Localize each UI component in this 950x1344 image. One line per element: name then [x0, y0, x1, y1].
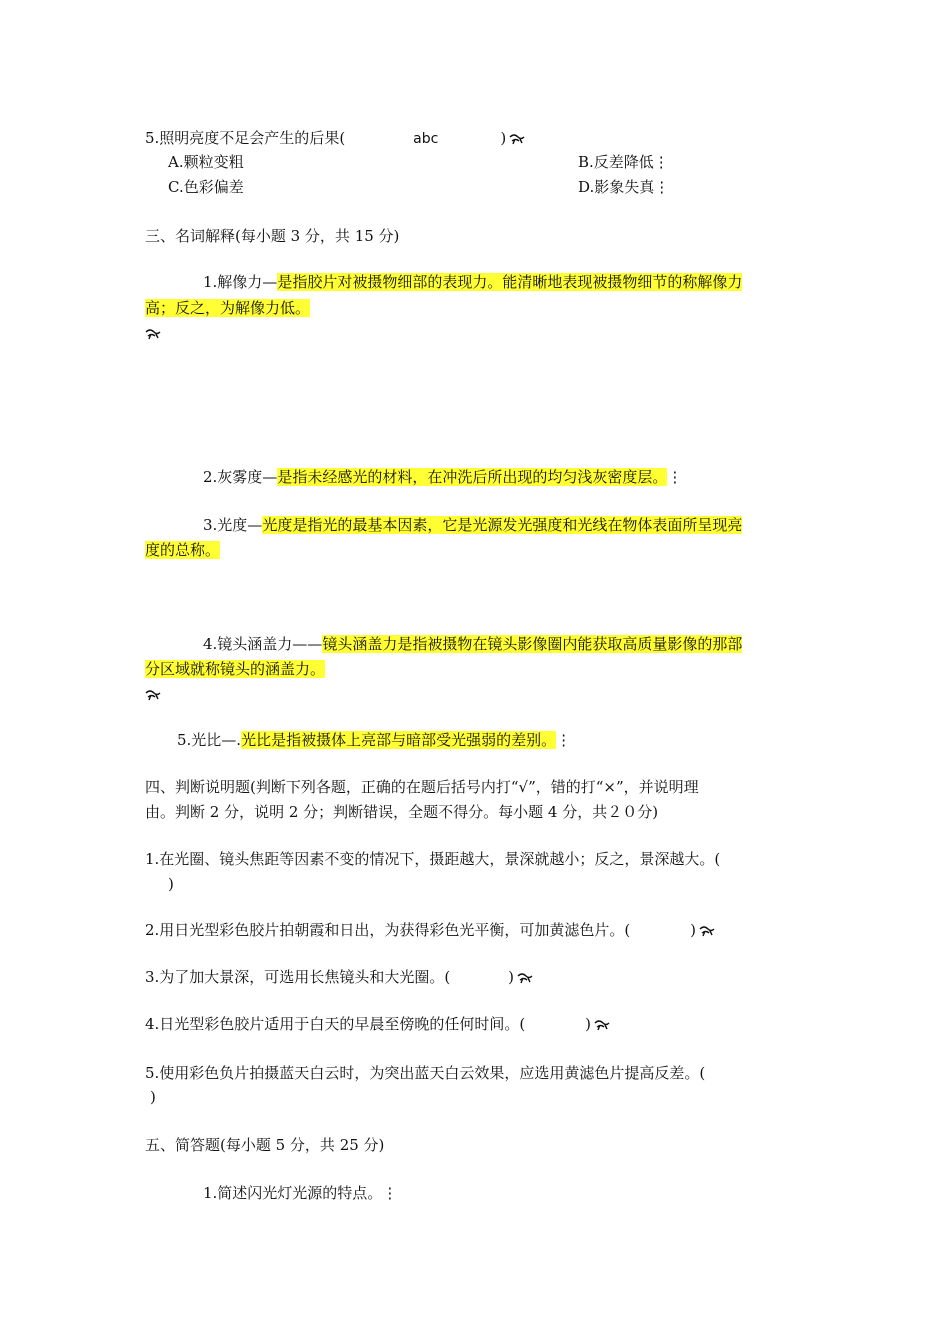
option-a: A.颗粒变粗 — [168, 153, 244, 171]
option-marker-icon: ⋮ — [653, 153, 669, 171]
section-4-title-line-1: 四、判断说明题(判断下列各题，正确的在题后括号内打“√”，错的打“×”，并说明理 — [145, 778, 699, 796]
judge-3: 3.为了加大景深，可选用长焦镜头和大光圈。( ) — [145, 965, 533, 989]
option-marker-icon: ⋮ — [654, 178, 670, 196]
paragraph-mark-icon — [145, 689, 161, 701]
section-4-title-line-2: 由。判断 2 分，说明 2 分；判断错误，全题不得分。每小题 4 分，共２０分) — [145, 803, 659, 821]
short-answer-1: 1.简述闪光灯光源的特点。⋮ — [203, 1184, 398, 1202]
paragraph-mark-icon — [594, 1019, 610, 1031]
question-5 — [145, 126, 525, 151]
definition-1-line-2: 高；反之，为解像力低。 — [145, 299, 311, 317]
option-d: D.影象失真⋮ — [578, 178, 670, 196]
judge-5-line-1: 5.使用彩色负片拍摄蓝天白云时，为突出蓝天白云效果，应选用黄滤色片提高反差。( — [145, 1064, 706, 1082]
definition-3-line-2: 度的总称。 — [145, 541, 221, 559]
paragraph-mark-icon — [699, 925, 715, 937]
definition-5: 5.光比—.光比是指被摄体上亮部与暗部受光强弱的差别。⋮ — [177, 731, 572, 749]
judge-1-line-2: ) — [168, 875, 174, 893]
definition-3-line-1: 3.光度—光度是指光的最基本因素，它是光源发光强度和光线在物体表面所呈现亮 — [203, 516, 743, 534]
line-marker-icon: ⋮ — [556, 731, 572, 749]
definition-4-mark — [145, 682, 161, 706]
definition-1-mark — [145, 321, 161, 345]
judge-5-line-2: ) — [150, 1088, 156, 1106]
judge-4: 4.日光型彩色胶片适用于白天的早晨至傍晚的任何时间。( ) — [145, 1012, 610, 1036]
section-3-title: 三、名词解释(每小题 3 分，共 15 分) — [145, 227, 400, 245]
paragraph-mark-icon — [145, 328, 161, 340]
judge-1-line-1: 1.在光圈、镜头焦距等因素不变的情况下，摄距越大，景深就越小；反之，景深越大。( — [145, 850, 721, 868]
definition-4-line-1: 4.镜头涵盖力——镜头涵盖力是指被摄物在镜头影像圈内能获取高质量影像的那部 — [203, 635, 743, 653]
section-5-title: 五、简答题(每小题 5 分，共 25 分) — [145, 1136, 385, 1154]
paragraph-mark-icon — [517, 972, 533, 984]
definition-2: 2.灰雾度—是指未经感光的材料，在冲洗后所出现的均匀浅灰密度层。⋮ — [203, 468, 683, 486]
judge-2: 2.用日光型彩色胶片拍朝霞和日出，为获得彩色光平衡，可加黄滤色片。( ) — [145, 918, 715, 942]
option-c: C.色彩偏差 — [168, 178, 244, 196]
option-b: B.反差降低⋮ — [578, 153, 669, 171]
paragraph-mark-icon — [509, 133, 525, 145]
definition-1-line-1: 1.解像力—是指胶片对被摄物细部的表现力。能清晰地表现被摄物细节的称解像力 — [203, 273, 743, 291]
line-marker-icon: ⋮ — [667, 468, 683, 486]
line-marker-icon: ⋮ — [382, 1184, 398, 1202]
question-5-answer: abc — [413, 131, 439, 147]
question-5-text: 5.照明亮度不足会产生的后果( — [145, 129, 346, 147]
definition-4-line-2: 分区域就称镜头的涵盖力。 — [145, 660, 326, 678]
question-5-close: ) — [500, 129, 507, 147]
